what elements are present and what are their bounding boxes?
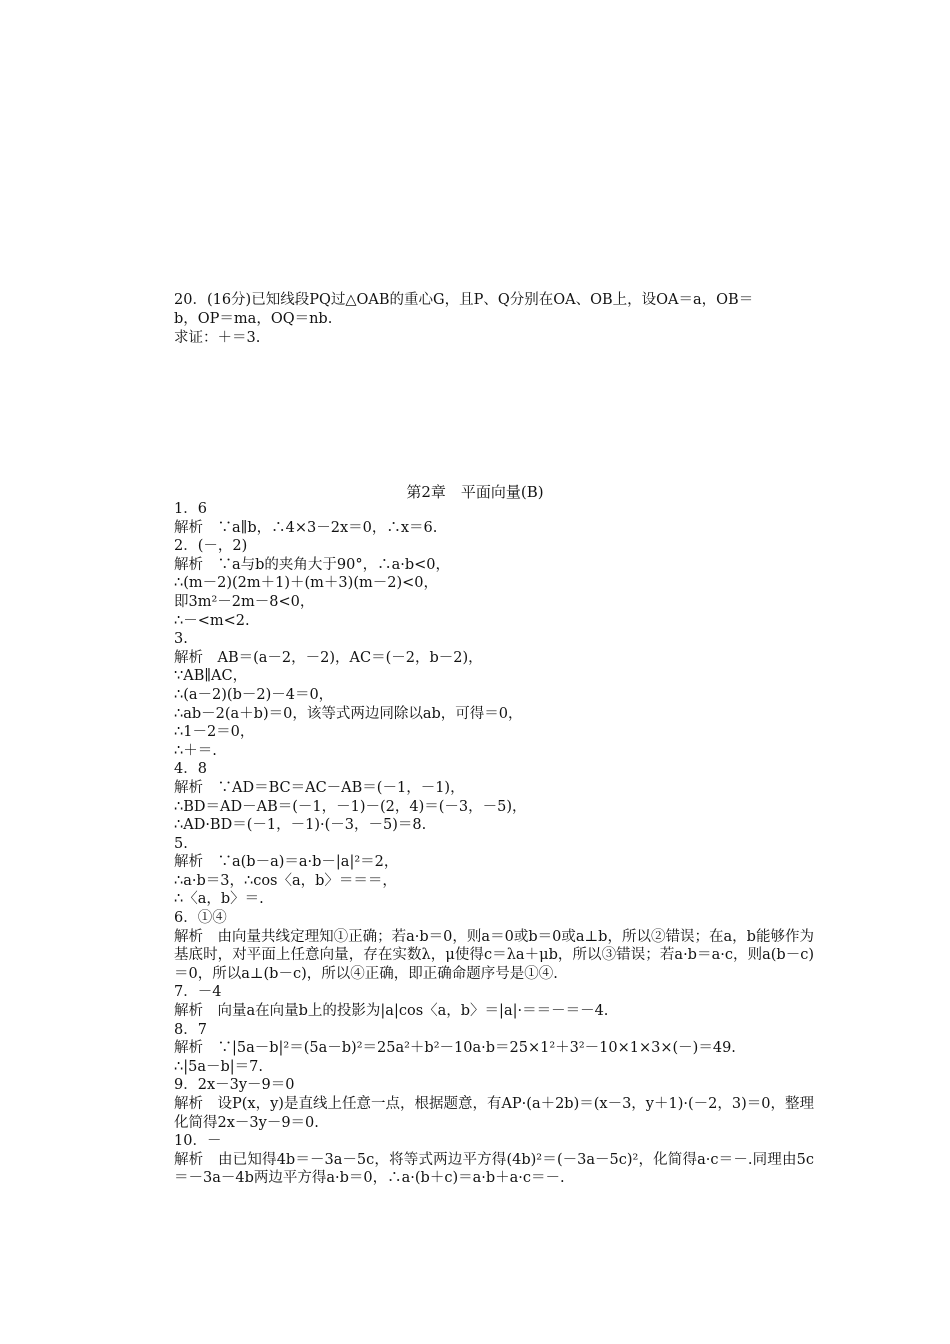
answer-line: 解析 ∵a与b的夹角大于90°，∴a·b<0，: [174, 556, 451, 573]
answer-line: 2．(－，2): [174, 538, 248, 555]
problem-20-line-2: b，OP＝ma，OQ＝nb.: [174, 311, 333, 327]
answer-line: 7．－4: [174, 984, 222, 1001]
answer-line: ∴BD＝AD－AB＝(－1，－1)－(2，4)＝(－3，－5)，: [174, 798, 527, 815]
answer-line: 3.: [174, 631, 188, 648]
answer-line: ∵AB∥AC，: [174, 668, 248, 685]
answer-line: 4．8: [174, 761, 207, 778]
answer-line: 8．7: [174, 1021, 207, 1038]
answer-line: ∴AD·BD＝(－1，－1)·(－3，－5)＝8.: [174, 817, 427, 834]
answer-line: ∴〈a，b〉＝.: [174, 891, 264, 908]
answer-line: 解析 ∵|5a－b|²＝(5a－b)²＝25a²＋b²－10a·b＝25×1²＋3²－10×1×3×(－)＝49.: [174, 1040, 736, 1057]
answer-section: [174, 500, 814, 1188]
answer-line: 即3m²－2m－8<0，: [174, 593, 315, 610]
answer-line: ∴|5a－b|＝7.: [174, 1058, 263, 1075]
answer-line: 9．2x－3y－9＝0: [174, 1077, 295, 1094]
answer-line: ∴a·b＝3，∴cos〈a，b〉＝＝＝，: [174, 872, 397, 889]
answer-line: 10．－: [174, 1133, 222, 1150]
answer-line: 解析 ∵a(b－a)＝a·b－|a|²＝2，: [174, 854, 399, 871]
answer-9-explanation: 解析 设P(x，y)是直线上任意一点，根据题意，有AP·(a＋2b)＝(x－3，y＋1)·(－2，3)＝0，整理化简得2x－3y－9＝0.: [174, 1096, 814, 1131]
answer-line: 6．①④: [174, 910, 227, 927]
answer-line: ∴(a－2)(b－2)－4＝0，: [174, 686, 334, 703]
answer-line: 1．6: [174, 501, 207, 517]
answer-line: 解析 向量a在向量b上的投影为|a|cos〈a，b〉＝|a|·＝＝－＝－4.: [174, 1003, 609, 1020]
answer-line: 解析 AB＝(a－2，－2)，AC＝(－2，b－2)，: [174, 649, 483, 666]
problem-20-line-1: 20．(16分)已知线段PQ过△OAB的重心G，且P、Q分别在OA、OB上，设OA＝a，OB＝: [174, 292, 754, 308]
problem-20-line-3: 求证：＋＝3.: [174, 330, 261, 346]
answer-10-explanation: 解析 由已知得4b＝－3a－5c，将等式两边平方得(4b)²＝(－3a－5c)²，化简得a·c＝－.同理由5c＝－3a－4b两边平方得a·b＝0，∴a·(b＋c)＝a·b＋a·c＝－.: [174, 1151, 814, 1187]
problem-20: [174, 291, 814, 348]
chapter-title: 第2章 平面向量(B): [406, 483, 544, 501]
answer-line: ∴ab－2(a＋b)＝0，该等式两边同除以ab，可得＝0，: [174, 705, 523, 722]
answer-line: ∴1－2＝0，: [174, 724, 255, 741]
answer-line: ∴－<m<2.: [174, 612, 250, 629]
answer-line: 解析 ∵a∥b，∴4×3－2x＝0，∴x＝6.: [174, 519, 438, 536]
answer-line: 解析 ∵AD＝BC＝AC－AB＝(－1，－1)，: [174, 779, 465, 796]
answer-line: 5.: [174, 835, 188, 852]
answer-line: ∴＋＝.: [174, 742, 217, 759]
answer-6-explanation: 解析 由向量共线定理知①正确；若a·b＝0，则a＝0或b＝0或a⊥b，所以②错误；在a，b能够作为基底时，对平面上任意向量，存在实数λ，μ使得c＝λa＋μb，所以③错误；若a·b＝a·c，则a(b－c)＝0，所以a⊥(b－c)，所以④正确，即正确命题序号是①④.: [174, 928, 814, 982]
answer-line: ∴(m－2)(2m＋1)＋(m＋3)(m－2)<0，: [174, 575, 438, 592]
